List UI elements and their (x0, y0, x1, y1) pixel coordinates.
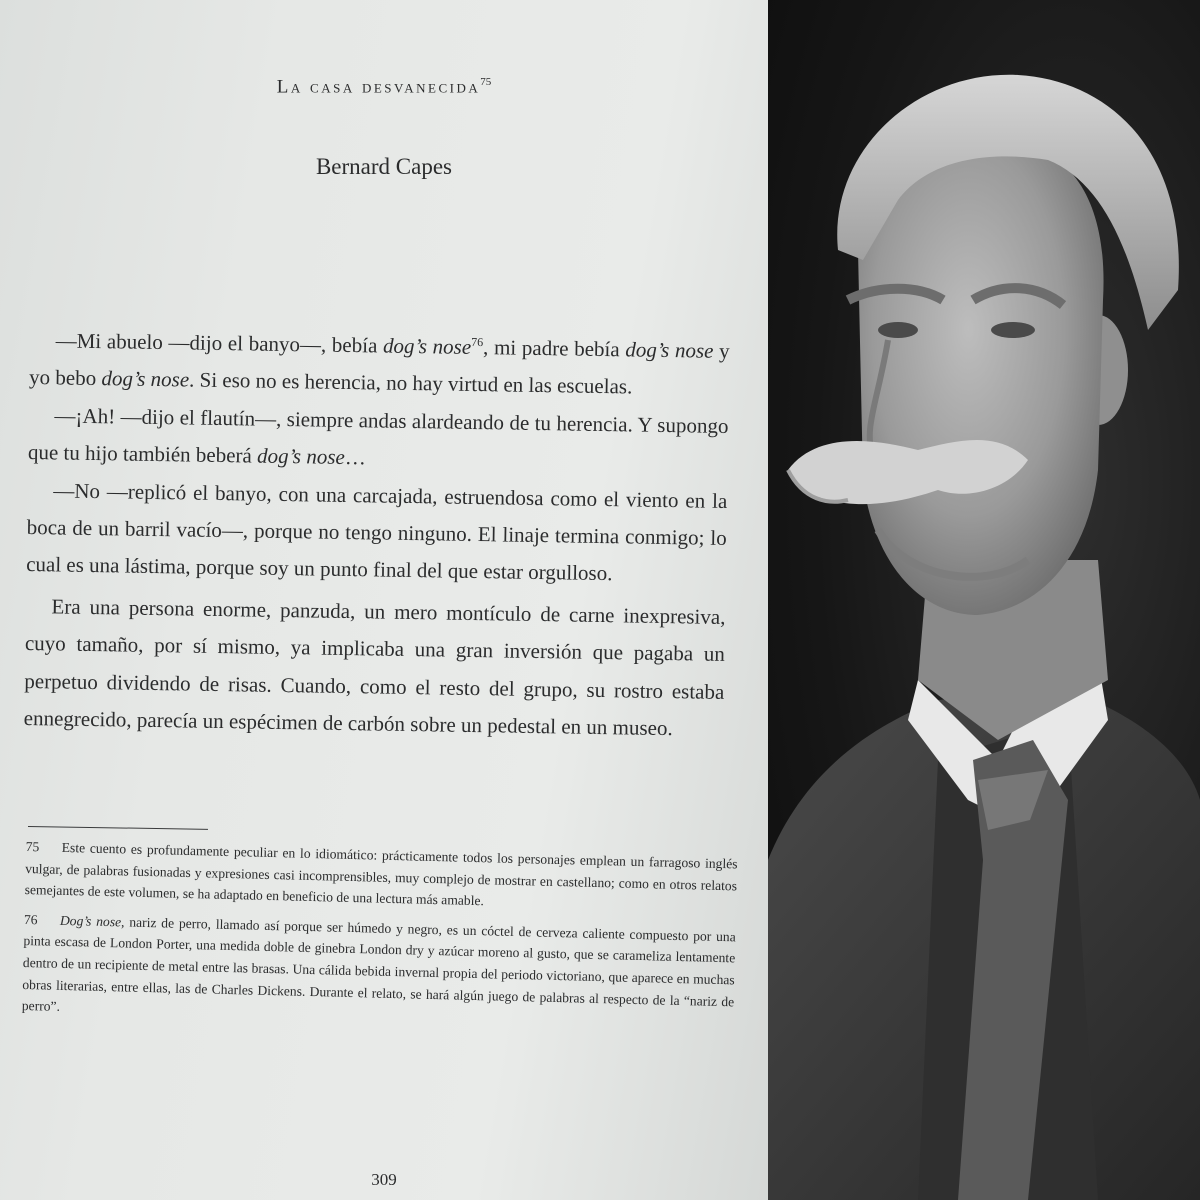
page-number: 309 (371, 1170, 397, 1189)
author-name: Bernard Capes (315, 154, 453, 179)
text-run: Era una persona enorme, panzuda, un mero montículo de carne inexpresiva, cuyo tamaño, por sí mismo, ya implicaba una gran inversión que pagaba un perpetuo dividendo de risas. Cuando, como el resto del grupo, su rostro estaba ennegrecido, parecía un espécimen de carbón sobre un pedestal en un museo. (23, 594, 726, 741)
paragraph (23, 588, 725, 749)
text-run: —No —replicó el banyo, con una carcajada, estruendosa como el viento en la boca de un barril vacío—, porque no tengo ninguno. El linaje termina conmigo; lo cual es una lástima, porque soy un punto final del que estar orgulloso. (26, 478, 728, 586)
paragraph (29, 322, 730, 408)
footnote (24, 836, 737, 918)
text-run: —¡Ah! —dijo el flautín—, siempre andas alardeando de tu herencia. Y supongo que tu hijo también beberá (27, 403, 729, 468)
text-run: . Si eso no es herencia, no hay virtud en las escuelas. (188, 367, 633, 399)
text-run: … (344, 445, 366, 470)
italic-text: dog’s nose (101, 366, 190, 392)
text-run: , nariz de perro, llamado así porque ser húmedo y negro, es un cóctel de cerveza caliente compuesto por una pinta escasa de London Porter, una medida doble de ginebra London dry y azúcar moreno al gusto, que se carameliza lentamente dentro de un recipiente de metal entre las brasas. Una cálida bebida invernal propia del periodo victoriano, que aparece en muchas obras literarias, entre ellas, las de Charles Dickens. Durante el relato, se hará algún juego de palabras al respecto de la “nariz de perro”. (21, 914, 736, 1015)
text-run: y yo bebo (28, 338, 730, 391)
title-footnote-ref: 75 (480, 76, 492, 88)
italic-text: Dog’s nose (59, 912, 122, 930)
footnote-number: 75 (25, 838, 40, 855)
footnote-number: 76 (23, 911, 38, 928)
text-run: Este cuento es profundamente peculiar en lo idiomático: prácticamente todos los personajes emplean un farragoso inglés vulgar, de palabras fusionadas y expresiones casi incomprensibles, muy complejo de mostrar en castellano; como en otros relatos semejantes de este volumen, se ha adaptado en beneficio de una lectura más amable. (24, 839, 738, 909)
story-text (23, 322, 729, 748)
footnote-divider (28, 826, 208, 830)
author-portrait (768, 0, 1200, 1200)
footnotes (21, 836, 737, 1042)
italic-text: dog’s nose (625, 337, 714, 363)
text-run: , mi padre bebía (482, 335, 626, 362)
paragraph (26, 472, 728, 595)
portrait-photo-icon (768, 0, 1200, 1200)
paragraph (28, 397, 729, 483)
text-run: —Mi abuelo —dijo el banyo—, bebía (55, 328, 384, 358)
footnote (22, 909, 736, 1034)
chapter-title: La casa desvanecida$^{75}$ (276, 76, 492, 98)
italic-text: dog’s nose (256, 443, 345, 470)
italic-text: dog’s nose (382, 333, 472, 359)
footnote-ref: 76 (471, 334, 484, 350)
